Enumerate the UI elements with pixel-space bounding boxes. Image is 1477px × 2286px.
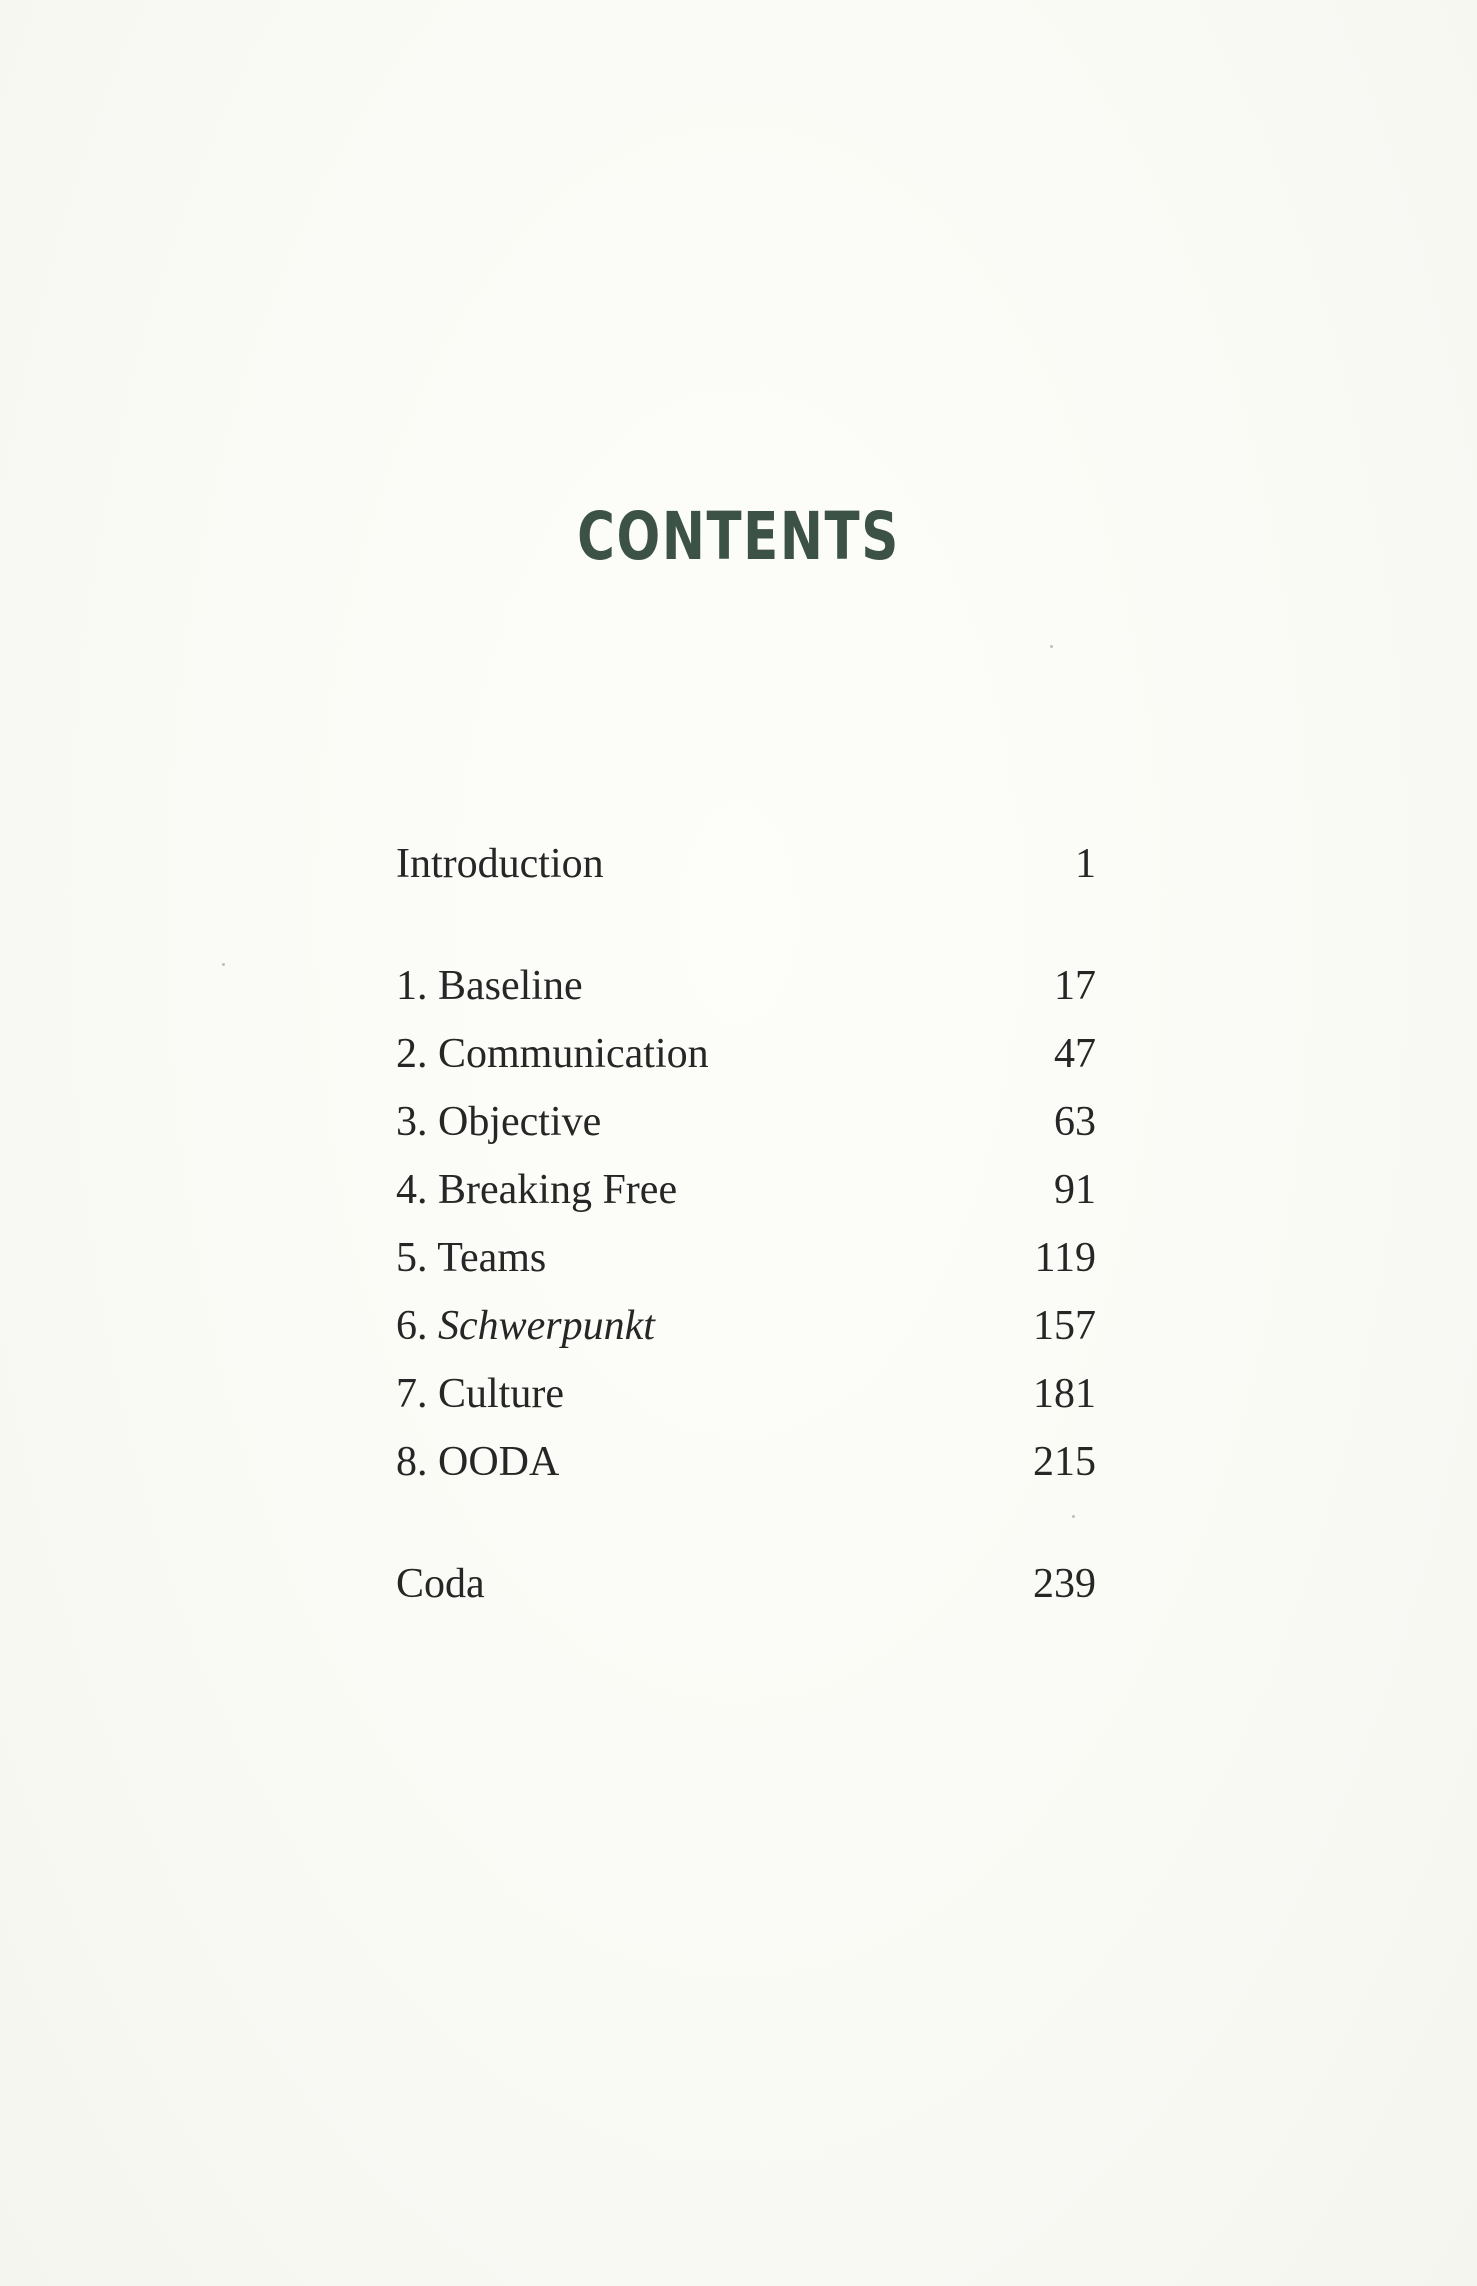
chapter-name: Communication xyxy=(438,1031,709,1077)
toc-entry-chapter[interactable] xyxy=(396,1020,1096,1088)
toc-entry-chapter[interactable] xyxy=(396,952,1096,1020)
toc-page-number: 1 xyxy=(1075,841,1096,887)
toc-entry-label xyxy=(396,1428,559,1496)
toc-entry-label xyxy=(396,1224,546,1292)
toc-page-number: 215 xyxy=(1033,1439,1096,1485)
toc-entry-chapter[interactable] xyxy=(396,1292,1096,1360)
toc-page-number: 239 xyxy=(1033,1561,1096,1607)
toc-page-number: 47 xyxy=(1054,1031,1096,1077)
toc-page-number: 63 xyxy=(1054,1099,1096,1145)
toc-entry-label xyxy=(396,952,583,1020)
chapter-name: Teams xyxy=(437,1235,547,1281)
chapter-number: 6. xyxy=(396,1303,428,1349)
toc-entry-label xyxy=(396,1360,564,1428)
toc-entry-label: Coda xyxy=(396,1561,485,1607)
chapter-name: OODA xyxy=(438,1439,560,1485)
toc-entry-chapter[interactable] xyxy=(396,1360,1096,1428)
toc-page-number: 181 xyxy=(1033,1371,1096,1417)
toc-page-number: 119 xyxy=(1034,1235,1096,1281)
paper-speck xyxy=(1050,645,1053,648)
chapter-number: 3. xyxy=(396,1099,428,1145)
toc-entry-chapter[interactable] xyxy=(396,1428,1096,1496)
chapter-number: 1. xyxy=(396,963,428,1009)
chapter-number: 8. xyxy=(396,1439,428,1485)
toc-page-number: 17 xyxy=(1054,963,1096,1009)
table-of-contents xyxy=(396,830,1096,1618)
toc-entry-chapter[interactable] xyxy=(396,1156,1096,1224)
toc-entry-label xyxy=(396,1088,601,1156)
toc-page-number: 91 xyxy=(1054,1167,1096,1213)
toc-entry-coda[interactable] xyxy=(396,1550,1096,1618)
toc-entry-chapter[interactable] xyxy=(396,1224,1096,1292)
chapter-name: Objective xyxy=(438,1099,602,1145)
toc-entry-label: Introduction xyxy=(396,841,604,887)
toc-entry-chapter[interactable] xyxy=(396,1088,1096,1156)
chapter-number: 7. xyxy=(396,1371,428,1417)
chapter-name: Baseline xyxy=(438,963,583,1009)
chapter-name: Schwerpunkt xyxy=(438,1303,655,1349)
toc-page-number: 157 xyxy=(1033,1303,1096,1349)
contents-heading: CONTENTS xyxy=(577,498,900,575)
paper-speck xyxy=(222,963,225,966)
toc-entry-label xyxy=(396,1292,655,1360)
chapter-number: 5. xyxy=(396,1235,428,1281)
toc-entry-introduction[interactable] xyxy=(396,830,1096,898)
chapter-name: Breaking Free xyxy=(438,1167,678,1213)
chapter-name: Culture xyxy=(438,1371,564,1417)
toc-entry-label xyxy=(396,1156,677,1224)
chapter-number: 4. xyxy=(396,1167,428,1213)
chapter-number: 2. xyxy=(396,1031,428,1077)
paper-speck xyxy=(1072,1515,1075,1518)
toc-entry-label xyxy=(396,1020,709,1088)
